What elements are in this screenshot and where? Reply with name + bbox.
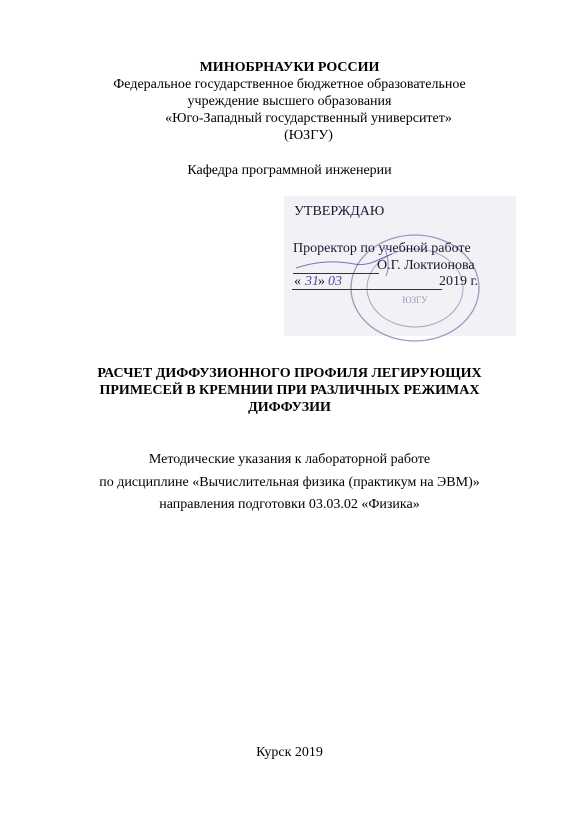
title-line-1: РАСЧЕТ ДИФФУЗИОННОГО ПРОФИЛЯ ЛЕГИРУЮЩИХ bbox=[97, 366, 482, 381]
title-line-2: ПРИМЕСЕЙ В КРЕМНИИ ПРИ РАЗЛИЧНЫХ РЕЖИМАХ bbox=[99, 383, 480, 398]
approver-name: О.Г. Локтионова bbox=[377, 258, 475, 273]
approval-stamp bbox=[284, 196, 516, 336]
institution-abbreviation: (ЮЗГУ) bbox=[284, 128, 333, 143]
approval-day: 31 bbox=[305, 274, 319, 289]
institution-line-2: учреждение высшего образования bbox=[187, 94, 392, 109]
date-line bbox=[292, 289, 442, 290]
seal-text: ЮЗГУ bbox=[402, 295, 428, 305]
institution-line-3: «Юго-Западный государственный университет» bbox=[165, 111, 452, 126]
approval-heading: УТВЕРЖДАЮ bbox=[294, 204, 385, 219]
city-year: Курск 2019 bbox=[256, 745, 323, 760]
subtitle-line-2: по дисциплине «Вычислительная физика (практикум на ЭВМ)» bbox=[99, 475, 480, 490]
department-name: Кафедра программной инженерии bbox=[187, 163, 392, 178]
date-quote-close: » bbox=[318, 274, 325, 289]
approver-role: Проректор по учебной работе bbox=[293, 241, 471, 256]
date-quote-open: « bbox=[294, 274, 301, 289]
subtitle-line-1: Методические указания к лабораторной работе bbox=[148, 452, 431, 467]
ministry-name: МИНОБРНАУКИ РОССИИ bbox=[199, 60, 380, 75]
approval-year: 2019 г. bbox=[439, 274, 479, 289]
approval-month: 03 bbox=[328, 274, 342, 289]
institution-line-1: Федеральное государственное бюджетное образовательное bbox=[113, 77, 466, 92]
subtitle-line-3: направления подготовки 03.03.02 «Физика» bbox=[159, 497, 420, 512]
title-line-3: ДИФФУЗИИ bbox=[248, 400, 331, 415]
